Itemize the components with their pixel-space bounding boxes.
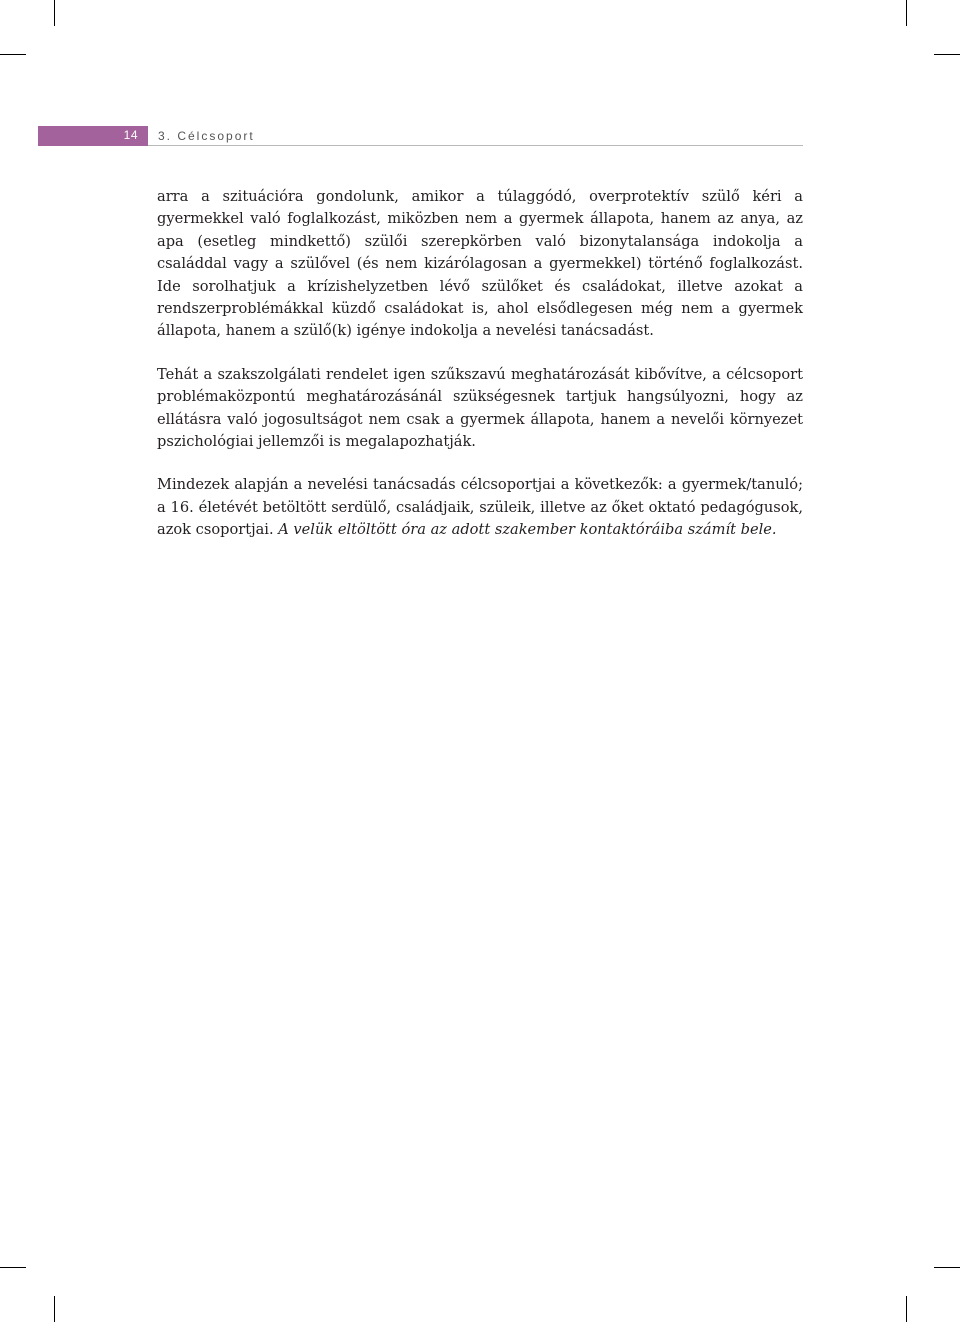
paragraph-3-italic: A velük eltöltött óra az adott szakember kontaktóráiba számít bele. [278, 521, 777, 539]
page-number: 14 [123, 128, 138, 142]
header-rule [148, 145, 803, 146]
running-head [38, 126, 803, 147]
paragraph-2: Tehát a szakszolgálati rendelet igen szűkszavú meghatározását kibővítve, a célcsoport problémaközpontú meghatározásánál szükségesnek tartjuk hangsúlyozni, hogy az ellátásra való jogosultságot nem csak a gyermek állapota, hanem a nevelői környezet pszichológiai jellemzői is megalapozhatják. [157, 365, 803, 451]
crop-mark-right-bottom [934, 1267, 960, 1268]
chapter-title: 3. Célcsoport [158, 129, 255, 143]
paragraph-3-text: Mindezek alapján a nevelési tanácsadás célcsoportjai a következők: a gyermek/tanuló; a 16. életévét betöltött serdülő, családjaik, szüleik, illetve az őket oktató pedagógusok, azok csoportjai. [157, 476, 803, 539]
paragraph-3 [157, 474, 803, 541]
crop-mark-right-top [934, 54, 960, 55]
crop-mark-top-right [906, 0, 907, 26]
crop-mark-left-bottom [0, 1267, 26, 1268]
paragraph-1: arra a szituációra gondolunk, amikor a túlaggódó, overprotektív szülő kéri a gyermekkel való foglalkozást, miközben nem a gyermek állapota, hanem az anya, az apa (esetleg mindkettő) szülői szerepkörben való bizonytalansága indokolja a családdal vagy a szülővel (és nem kizárólagosan a gyermekkel) történő foglalkozást. Ide sorolhatjuk a krízishelyzetben lévő szülőket és családokat, illetve azokat a rendszerproblémákkal küzdő családokat is, ahol elsődlegesen még nem a gyermek állapota, hanem a szülő(k) igénye indokolja a nevelési tanácsadást. [157, 188, 803, 340]
crop-mark-bottom-right [906, 1296, 907, 1322]
page-number-box [38, 126, 148, 146]
crop-mark-left-top [0, 54, 26, 55]
crop-mark-bottom-left [54, 1296, 55, 1322]
body-text [157, 186, 803, 563]
crop-mark-top-left [54, 0, 55, 26]
